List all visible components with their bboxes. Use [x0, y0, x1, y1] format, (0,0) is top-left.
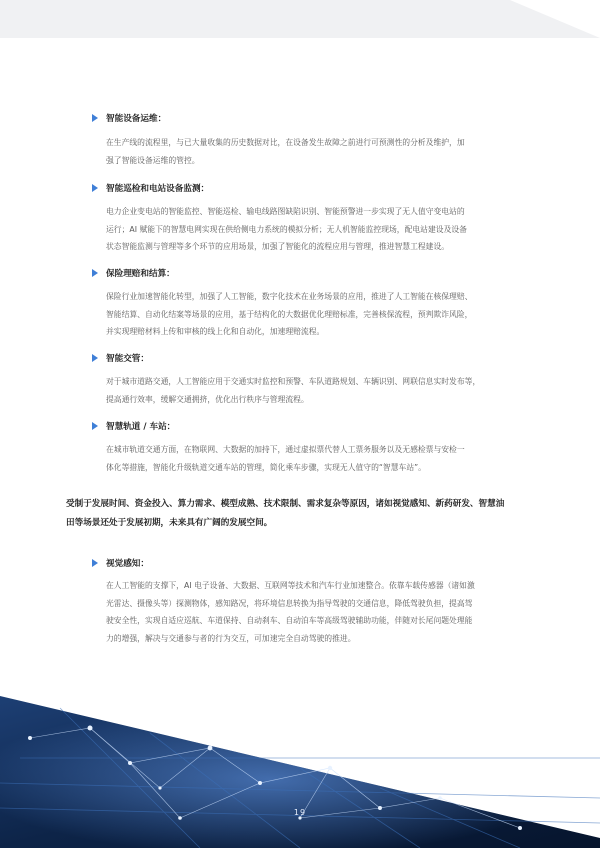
footer-tech-image	[0, 688, 600, 848]
section-title-text: 智能巡检和电站设备监测：	[106, 184, 210, 194]
bullet-triangle-icon	[92, 184, 98, 192]
section-title-inspection	[92, 182, 209, 194]
section-text-visual: 在人工智能的支撑下，AI 电子设备、大数据、互联网等技术和汽车行业加速整合。依靠车载传感器（诸如激 光雷达、摄像头等）探测物体，感知路况，将环境信息转换为指导驾驶的交通信息，降低驾驶负担，提高驾 驶安全性，实现自适应巡航、车道保持、自动刹车、自动泊车等高级驾驶辅助功能，伴随对长尾问题处理能 力的增强，解决与交通参与者的行为交互，可加速完全自动驾驶的推进。	[106, 581, 475, 643]
bullet-triangle-icon	[92, 354, 98, 362]
page-number: 19	[293, 808, 307, 817]
section-title-insurance	[92, 267, 175, 279]
section-title-text: 保险理赔和结算：	[106, 269, 175, 279]
section-title-text: 智能交管：	[106, 354, 149, 364]
section-title-traffic	[92, 352, 149, 364]
bullet-triangle-icon	[92, 114, 98, 122]
bullet-triangle-icon	[92, 422, 98, 430]
section-text-equipment: 在生产线的流程里，与已大量收集的历史数据对比，在设备发生故障之前进行可预测性的分析及维护，加 强了智能设备运维的管控。	[106, 138, 465, 165]
section-title-equipment	[92, 112, 166, 124]
section-text-inspection: 电力企业变电站的智能监控、智能巡检、输电线路图缺陷识别、智能预警进一步实现了无人值守变电站的 运行；AI 赋能下的智慧电网实现在供给侧电力系统的模拟分析；无人机智能监控现场，配电站建设及设备 状态智能监测与管理等多个环节的应用场景，加强了智能化的流程应用与管理，推进智慧工程建设。	[106, 207, 467, 251]
bullet-triangle-icon	[92, 269, 98, 277]
section-text-rail: 在城市轨道交通方面，在物联网、大数据的加持下，通过虚拟票代替人工票务服务以及无感检票与安检一 体化等措施，智能化升级轨道交通车站的管理，简化乘车步骤，实现无人值守的“智慧车站”。	[106, 445, 465, 472]
bullet-triangle-icon	[92, 559, 98, 567]
section-title-text: 视觉感知：	[106, 559, 149, 569]
section-text-traffic: 对于城市道路交通，人工智能应用于交通实时监控和预警、车队道路规划、车辆识别、网联信息实时发布等， 提高通行效率，缓解交通拥挤，优化出行秩序与管理流程。	[106, 377, 481, 404]
header-band-cut	[510, 0, 600, 38]
section-text-insurance: 保险行业加速智能化转型，加强了人工智能，数字化技术在业务场景的应用，推进了人工智能在核保理赔、 智能结算、自动化结案等场景的应用，基于结构化的大数据优化理赔标准，完善核保流程，预判欺诈风险， 并实现理赔材料上传和审核的线上化和自动化，加速理赔流程。	[106, 292, 473, 336]
section-title-rail	[92, 420, 175, 432]
section-title-text: 智慧轨道 / 车站：	[106, 422, 176, 432]
section-title-text: 智能设备运维：	[106, 114, 167, 124]
lead-paragraph: 受制于发展时间、资金投入、算力需求、模型成熟、技术限制、需求复杂等原因，诸如视觉感知、新药研发、智慧油 田等场景还处于发展初期，未来具有广阔的发展空间。	[66, 499, 505, 528]
section-title-visual	[92, 557, 149, 569]
